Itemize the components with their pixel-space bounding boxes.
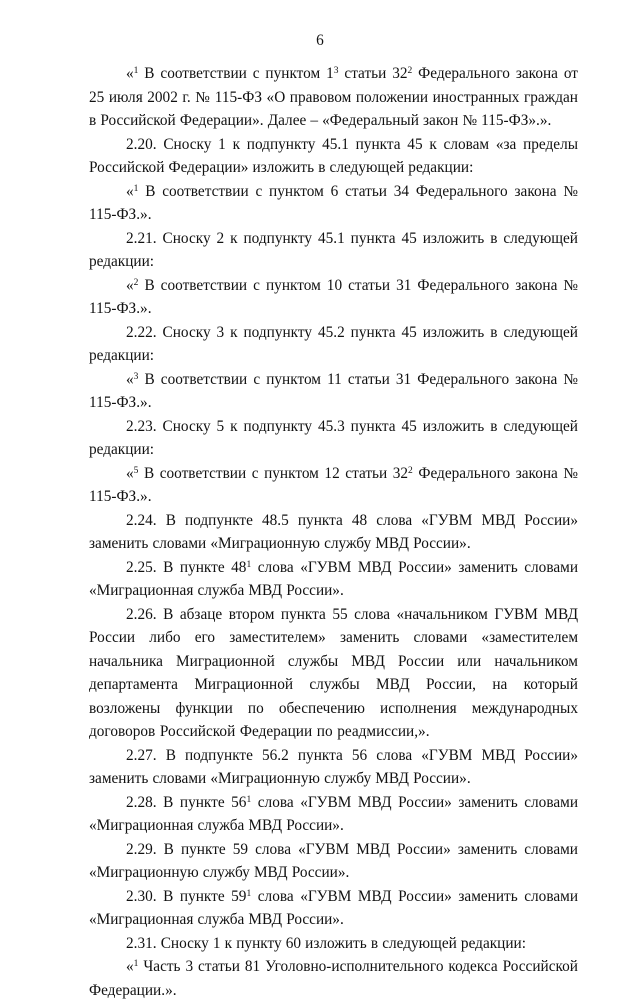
paragraph-item-2-31: [89, 932, 578, 956]
paragraph-item-2-21: [89, 227, 578, 274]
paragraph-item-2-31-quote: [89, 955, 578, 1002]
text-run: 2.29. В пункте 59 слова «ГУВМ МВД России» заменить словами «Миграционную службу МВД России».: [89, 840, 578, 881]
paragraph-item-2-24: [89, 509, 578, 556]
paragraph-item-2-22: [89, 321, 578, 368]
paragraph-item-2-29: [89, 838, 578, 885]
text-run: Федерального закона № 115-ФЗ.».: [89, 464, 578, 505]
text-run: статьи 32: [338, 65, 408, 82]
text-run: 2.22. Сноску 3 к подпункту 45.2 пункта 45 изложить в следующей редакции:: [89, 323, 578, 364]
superscript: 1: [133, 959, 139, 969]
text-run: 2.20. Сноску 1 к подпункту 45.1 пункта 45 к словам «за пределы Российской Федерации» изложить в следующей редакции:: [89, 135, 578, 176]
text-run: «: [126, 182, 134, 200]
text-run: Федерального закона от 25 июля 2002 г. № 115-ФЗ «О правовом положении иностранных граждан в Российской Федерации». Далее – «Федеральный закон № 115-ФЗ».».: [89, 65, 578, 129]
paragraph-item-2-23: [89, 415, 578, 462]
text-run: Часть 3 статьи 81 Уголовно-исполнительного кодекса Российской Федерации.».: [89, 958, 578, 999]
text-run: В соответствии с пунктом 11 статьи 31 Федерального закона № 115-ФЗ.».: [89, 370, 578, 411]
text-run: слова «ГУВМ МВД России» заменить словами «Миграционная служба МВД России».: [89, 887, 578, 928]
text-run: слова «ГУВМ МВД России» заменить словами «Миграционная служба МВД России».: [89, 558, 578, 599]
superscript: 1: [246, 794, 252, 805]
superscript: 2: [408, 465, 413, 476]
text-run: 2.31. Сноску 1 к пункту 60 изложить в следующей редакции:: [126, 934, 526, 952]
paragraph-item-2-22-quote: [89, 368, 578, 415]
text-run: В соответствии с пунктом 12 статьи 32: [138, 464, 409, 482]
text-run: слова «ГУВМ МВД России» заменить словами «Миграционная служба МВД России».: [89, 793, 578, 834]
paragraph-footnote-1-text: [89, 62, 578, 133]
text-run: 2.30. В пункте 59: [126, 887, 247, 905]
text-run: «: [126, 958, 134, 975]
superscript: 2: [133, 277, 139, 288]
paragraph-item-2-23-quote: [89, 462, 578, 509]
superscript: 1: [133, 66, 139, 76]
text-run: «: [126, 370, 134, 388]
text-run: «: [126, 276, 134, 294]
paragraph-item-2-20-quote: [89, 180, 578, 227]
text-run: 2.27. В подпункте 56.2 пункта 56 слова «ГУВМ МВД России» заменить словами «Миграционную службу МВД России».: [89, 746, 578, 787]
page-number: 6: [316, 32, 324, 49]
superscript: 1: [246, 888, 252, 899]
superscript: 5: [133, 465, 139, 476]
text-run: 2.25. В пункте 48: [126, 558, 247, 576]
text-run: «: [126, 65, 134, 82]
paragraph-item-2-27: [89, 744, 578, 791]
document-body: [89, 62, 578, 1002]
text-run: В соответствии с пунктом 1: [138, 65, 334, 82]
text-run: 2.24. В подпункте 48.5 пункта 48 слова «ГУВМ МВД России» заменить словами «Миграционную службу МВД России».: [89, 511, 578, 552]
text-run: В соответствии с пунктом 6 статьи 34 Федерального закона № 115-ФЗ.».: [89, 182, 578, 223]
text-run: 2.23. Сноску 5 к подпункту 45.3 пункта 45 изложить в следующей редакции:: [89, 417, 578, 458]
text-run: 2.21. Сноску 2 к подпункту 45.1 пункта 45 изложить в следующей редакции:: [89, 229, 578, 270]
paragraph-item-2-26: [89, 603, 578, 744]
paragraph-item-2-30: [89, 885, 578, 932]
superscript: 3: [333, 66, 339, 76]
text-run: 2.26. В абзаце втором пункта 55 слова «начальником ГУВМ МВД России либо его заместителем» заменить словами «заместителем начальника Миграционной службы МВД России или начальником департамента Миграционной службы МВД России, на который возложены функции по обеспечению исполнения международных договоров Российской Федерации по реадмиссии,».: [89, 605, 578, 740]
paragraph-item-2-21-quote: [89, 274, 578, 321]
superscript: 2: [407, 66, 413, 76]
text-run: 2.28. В пункте 56: [126, 793, 247, 811]
paragraph-item-2-28: [89, 791, 578, 838]
paragraph-item-2-25: [89, 556, 578, 603]
paragraph-item-2-20: [89, 133, 578, 180]
text-run: «: [126, 464, 134, 482]
superscript: 1: [133, 183, 139, 194]
text-run: В соответствии с пунктом 10 статьи 31 Федерального закона № 115-ФЗ.».: [89, 276, 578, 317]
superscript: 3: [133, 371, 139, 382]
superscript: 1: [246, 559, 252, 570]
